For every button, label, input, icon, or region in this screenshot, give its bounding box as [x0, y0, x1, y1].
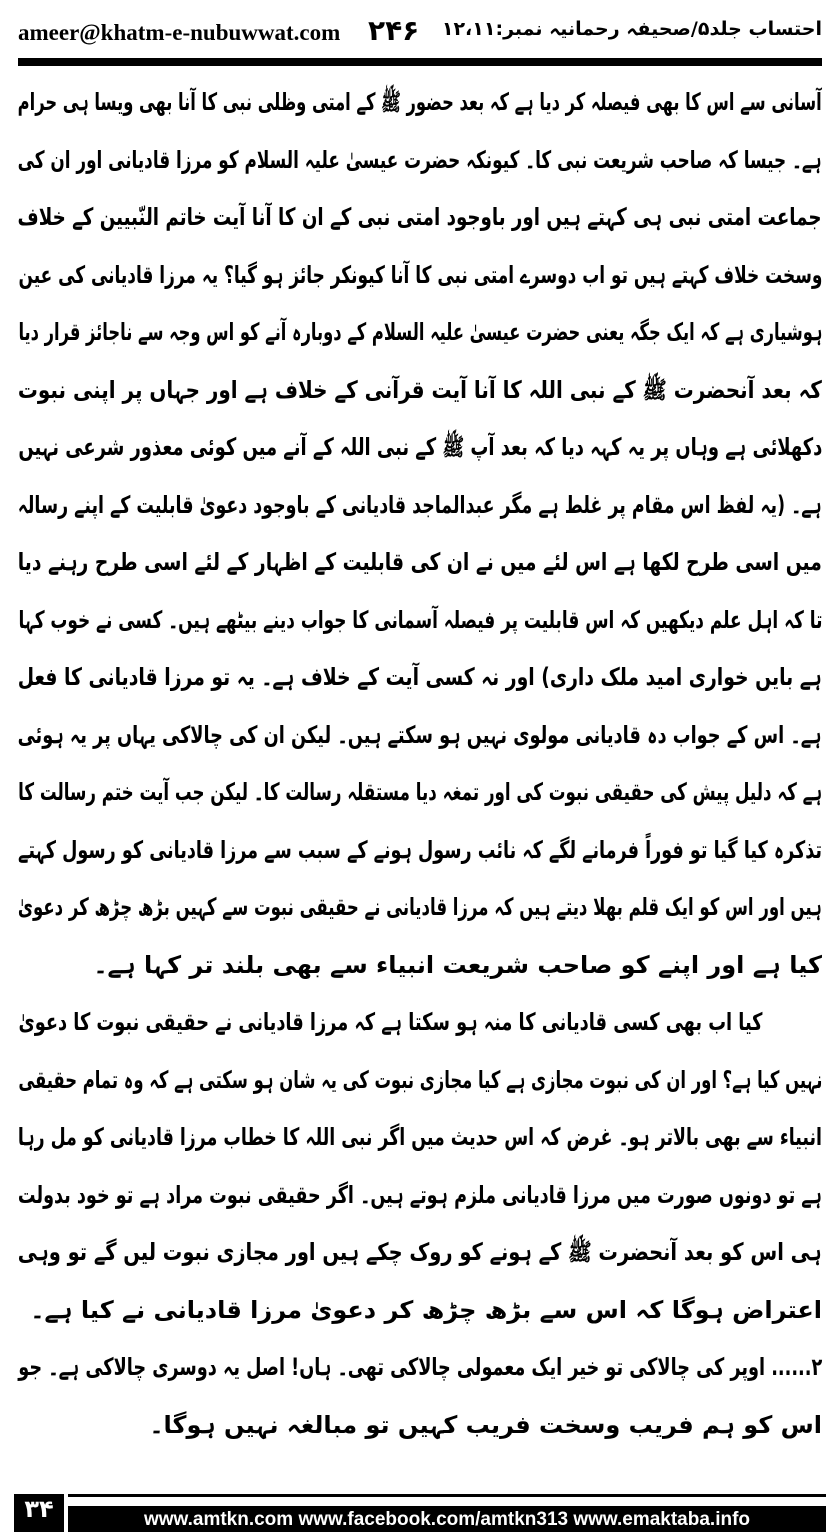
- text-line: [18, 247, 822, 305]
- text-line-content: جماعت امتی نبی ہی کہتے ہیں اور باوجود امتی نبی کے ان کا آنا آیت خاتم النّبیین کے خلاف: [18, 203, 822, 231]
- text-line: [18, 707, 822, 765]
- text-line-content: دکھلائی ہے وہاں پر یہ کہہ دیا کہ بعد آپ ﷺ کے نبی اللہ کے آنے میں کوئی معذور شرعی نہیں: [18, 433, 822, 461]
- text-line-content: آسانی سے اس کا بھی فیصلہ کر دیا ہے کہ بعد حضور ﷺ کے امتی وظلی نبی کا آنا بھی ویسا ہی حرام: [18, 88, 822, 116]
- text-line: [18, 1109, 822, 1167]
- text-line-content: ہیں اور اس کو ایک قلم بھلا دیتے ہیں کہ مرزا قادیانی نے حقیقی نبوت سے کہیں بڑھ چڑھ کر دعویٰ: [18, 893, 822, 921]
- text-line-content: ۲...... اوپر کی چالاکی تو خیر ایک معمولی چالاکی تھی۔ ہاں! اصل یہ دوسری چالاکی ہے۔ جو: [18, 1353, 822, 1381]
- text-line: [18, 132, 822, 190]
- text-line-content: اس کو ہم فریب وسخت فریب کہیں تو مبالغہ نہیں ہوگا۔: [149, 1410, 822, 1439]
- text-line: [18, 764, 822, 822]
- text-line: [18, 362, 822, 420]
- text-line: [18, 1052, 822, 1110]
- text-line-content: ہے۔ (یہ لفظ اس مقام پر غلط ہے مگر عبدالماجد قادیانی کے باوجود دعویٰ قابلیت کے اپنے رسالہ: [18, 490, 822, 519]
- text-line: [18, 994, 822, 1052]
- text-line-content: ہے۔ اس کے جواب دہ قادیانی مولوی نہیں ہو سکتے ہیں۔ لیکن ان کی چالاکی یہاں پر یہ ہوئی: [18, 720, 822, 749]
- text-line: [18, 1224, 822, 1282]
- text-line-content: میں اسی طرح لکھا ہے اس لئے میں نے ان کی قابلیت کے اظہار کے لئے اسی طرح رہنے دیا: [18, 548, 822, 576]
- text-line: [18, 534, 822, 592]
- text-line-content: کیا اب بھی کسی قادیانی کا منہ ہو سکتا ہے کہ مرزا قادیانی نے حقیقی نبوت کا دعویٰ: [18, 1008, 762, 1036]
- text-line: [18, 822, 822, 880]
- text-line-content: وسخت خلاف کہتے ہیں تو اب دوسرے امتی نبی کا آنا کیونکر جائز ہو گیا؟ یہ مرزا قادیانی کی عین: [18, 260, 822, 289]
- text-line-content: کہ بعد آنحضرت ﷺ کے نبی اللہ کا آنا آیت قرآنی کے خلاف ہے اور جہاں پر اپنی نبوت: [18, 375, 822, 404]
- text-line: [18, 419, 822, 477]
- page-body: [18, 74, 822, 1454]
- header-book-title: احتساب جلد۵/صحیفہ رحمانیہ نمبر:۱۲،۱۱: [441, 18, 822, 40]
- text-line: [18, 304, 822, 362]
- footer-rule: [68, 1494, 826, 1509]
- page-header: [18, 14, 822, 54]
- footer-links: www.amtkn.com www.facebook.com/amtkn313 www.emaktaba.info: [68, 1508, 826, 1532]
- text-line: [18, 1397, 822, 1455]
- text-line-content: ہے کہ دلیل پیش کی حقیقی نبوت کی اور تمغہ دیا مستقلہ رسالت کا۔ لیکن جب آیت ختم رسالت کا: [18, 778, 822, 806]
- text-line: [18, 649, 822, 707]
- text-line: [18, 477, 822, 535]
- header-page-number: ۲۴۶: [368, 14, 420, 47]
- header-rule: [18, 58, 822, 66]
- text-line-content: کیا ہے اور اپنے کو صاحب شریعت انبیاء سے بھی بلند تر کہا ہے۔: [93, 950, 822, 979]
- text-line-content: ہی اس کو بعد آنحضرت ﷺ کے ہونے کو روک چکے ہیں اور مجازی نبوت لیں گے تو وہی: [18, 1238, 822, 1266]
- text-line: [18, 937, 822, 995]
- text-line: [18, 189, 822, 247]
- text-line-content: ہے بایں خواری امید ملک داری) اور نہ کسی آیت کے خلاف ہے۔ یہ تو مرزا قادیانی کا فعل: [18, 663, 822, 691]
- text-line: [18, 879, 822, 937]
- text-line: [18, 1282, 822, 1340]
- text-line-content: انبیاء سے بھی بالاتر ہو۔ غرض کہ اس حدیث میں اگر نبی اللہ کا خطاب مرزا قادیانی کو مل رہا: [18, 1123, 822, 1151]
- page-footer: [14, 1494, 826, 1532]
- text-line-content: اعتراض ہوگا کہ اس سے بڑھ چڑھ کر دعویٰ مرزا قادیانی نے کیا ہے۔: [30, 1295, 822, 1324]
- text-line: [18, 74, 822, 132]
- text-line: [18, 1167, 822, 1225]
- header-email: ameer@khatm-e-nubuwwat.com: [18, 20, 341, 45]
- footer-page-number: ۳۴: [14, 1494, 64, 1532]
- text-line-content: ہوشیاری ہے کہ ایک جگہ یعنی حضرت عیسیٰ علیہ السلام کے دوبارہ آنے کو اس وجہ سے ناجائز قرار دیا: [18, 318, 822, 346]
- text-line: [18, 1339, 822, 1397]
- text-line-content: تا کہ اہل علم دیکھیں کہ اس قابلیت پر فیصلہ آسمانی کا جواب دینے بیٹھے ہیں۔ کسی نے خوب کہا: [18, 605, 822, 634]
- text-line: [18, 592, 822, 650]
- text-line-content: نہیں کیا ہے؟ اور ان کی نبوت مجازی ہے کیا مجازی نبوت کی یہ شان ہو سکتی ہے کہ وہ تمام حقیقی: [18, 1065, 822, 1094]
- text-line-content: ہے تو دونوں صورت میں مرزا قادیانی ملزم ہوتے ہیں۔ اگر حقیقی نبوت مراد ہے تو خود بدولت: [18, 1180, 822, 1209]
- text-line-content: تذکرہ کیا گیا تو فوراً فرمانے لگے کہ نائب رسول ہونے کے سبب سے مرزا قادیانی کو رسول کہتے: [18, 835, 822, 864]
- text-line-content: ہے۔ جیسا کہ صاحب شریعت نبی کا۔ کیونکہ حضرت عیسیٰ علیہ السلام کو مرزا قادیانی اور ان کی: [17, 145, 822, 174]
